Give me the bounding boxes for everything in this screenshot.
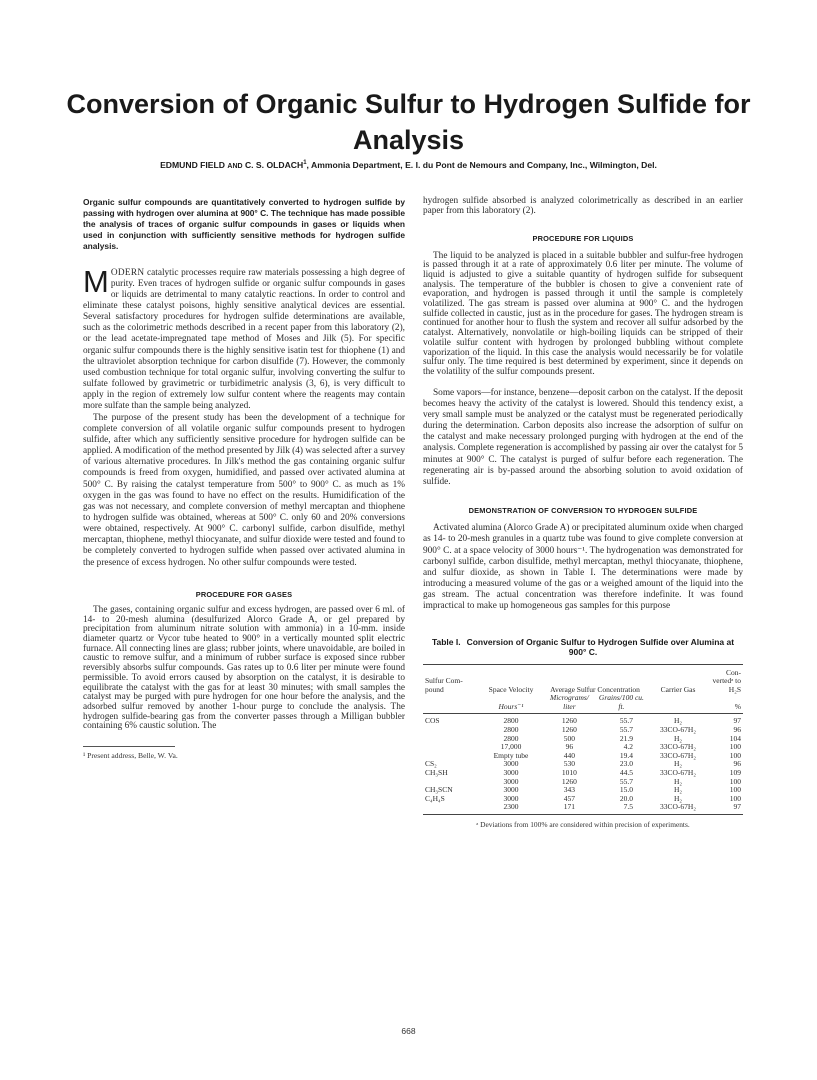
units-grains: Grains/100 cu. ft.	[596, 694, 647, 714]
col-header-compound: Sulfur Com-pound	[423, 664, 479, 694]
left-column	[83, 197, 405, 760]
col-header-velocity: Space Velocity	[479, 664, 543, 694]
intro-first-word: ODERN	[110, 267, 145, 278]
table-caption-text: Conversion of Organic Sulfur to Hydrogen Sulfide over Alumina at 900° C.	[466, 636, 735, 658]
cell-converted: 100	[729, 750, 741, 760]
cell-micrograms: 96	[565, 742, 574, 752]
author-line	[50, 160, 767, 170]
table-row	[423, 786, 743, 795]
cell-velocity: 3000	[503, 776, 519, 786]
author-field: EDMUND FIELD	[160, 160, 225, 170]
cell-carrier: H₂	[673, 716, 683, 726]
cell-velocity: 3000	[503, 768, 519, 778]
drop-cap: M	[83, 263, 109, 299]
cell-grains: 55.7	[619, 776, 633, 786]
cell-grains: 21.9	[619, 733, 633, 743]
cell-grains: 20.0	[619, 793, 633, 803]
cell-micrograms: 1260	[561, 716, 577, 726]
article-title: Conversion of Organic Sulfur to Hydrogen Sulfide for Analysis	[66, 89, 751, 155]
author-affiliation: , Ammonia Department, E. I. du Pont de Nemours and Company, Inc., Wilmington, Del.	[306, 160, 657, 170]
cell-velocity: 2800	[503, 725, 519, 735]
cell-carrier: 33CO-67H₂	[647, 803, 709, 814]
cell-micrograms: 343	[563, 785, 576, 795]
cell-carrier: H₂	[673, 759, 683, 769]
intro-paragraph-2: The purpose of the present study has been the development of a technique for complete conversion of all volatile organic sulfur compounds present to hydrogen sulfide, after which any sufficiently sensitive procedure for hydrogen sulfide can be applied. A modification of the method presented by Jilk (4) was selected after a survey of various alternative procedures. In Jilk's method the gas containing organic sulfur compounds is freed from oxygen, humidified, and passed over activated alumina at 500° C. By raising the catalyst temperature from 500° to 900° C. as much as 1% oxygen in the gas was found to have no effect on the results. Humidification of the gas was not necessary, and complete conversion of methyl mercaptan and thiophene to hydrogen sulfide was obtained, whereas at 500° C. only 60 and 20% conversions were obtained, respectively. At 900° C. carbonyl sulfide, carbon disulfide, methyl mercaptan, thiophene, methyl thiocyanate, and sulfur dioxide were tested and found to be completely converted to hydrogen sulfide when passed over activated alumina in the presence of excess hydrogen. No other sulfur compounds were tested.	[83, 412, 405, 568]
author-and: AND	[227, 163, 243, 170]
intro-paragraph-1	[83, 263, 405, 413]
cell-converted: 97	[733, 716, 741, 726]
heading-procedure-liquids: PROCEDURE FOR LIQUIDS	[532, 234, 634, 244]
cell-converted: 97	[709, 803, 743, 814]
footnote: ¹ Present address, Belle, W. Va.	[83, 751, 178, 761]
cell-converted: 100	[729, 742, 741, 752]
heading-procedure-gases: PROCEDURE FOR GASES	[195, 589, 293, 599]
demo-paragraph: Activated alumina (Alorco Grade A) or precipitated aluminum oxide when charged as 14- to 20-mesh granules in a quartz tube was found to give complete conversion at 900° C. at a space velocity of 3000 hours⁻¹. The hydrogenation was demonstrated for carbonyl sulfide, carbon disulfide, methyl mercaptan, methyl thiocyanate, thiophene, and sulfur dioxide, as shown in Table I. The determinations were made by introducing a measured volume of the gas or a weighed amount of the liquid into the gas stream. The actual concentration was therefore indefinite. It was found impractical to make up homogeneous gas samples for this purpose	[423, 523, 743, 612]
cell-compound	[423, 743, 479, 752]
cell-micrograms: 530	[563, 759, 576, 769]
cell-micrograms: 171	[543, 803, 596, 814]
cell-micrograms: 1260	[561, 725, 577, 735]
gases-paragraph: The gases, containing organic sulfur and excess hydrogen, are passed over 6 ml. of 14- to 20-mesh alumina (desulfurized Alorco Grade A, or gel prepared by precipitation from aluminum nitrate solution with ammonia) in a 10-mm. inside diameter quartz or Vycor tube heated to 900° in a vertically mounted split electric furnace. All connecting lines are glass; rubber joints, where unavoidable, are boiled in caustic to remove sulfur, and a minimum of rubber surface is exposed since rubber reversibly absorbs sulfur compounds. Gas rates up to 0.6 liter per minute were found permissible. To avoid errors caused by absorption on the catalyst, it is desirable to equilibrate the catalyst with the gas for at least 30 minutes; with small samples the catalyst may be purged with pure hydrogen for one hour before the analysis, and the adsorbed sulfur removed by another 1-hour purge to conclude the analysis. The hydrogen sulfide-bearing gas from the converter passes through a Milligan bubbler containing 6% caustic solution. The	[83, 604, 405, 732]
units-carrier	[647, 694, 709, 714]
cell-grains: 7.5	[596, 803, 647, 814]
abstract: Organic sulfur compounds are quantitatively converted to hydrogen sulfide by passing with hydrogen over alumina at 900° C. The technique has made possible the analysis of traces of organic sulfur compounds in gases or liquids when used in conjunction with sufficiently sensitive methods for hydrogen sulfide analysis.	[83, 197, 405, 251]
cell-micrograms: 457	[563, 793, 576, 803]
cell-converted: 100	[729, 776, 741, 786]
cell-velocity: 2300	[479, 803, 543, 814]
col-header-converted: Con-vertedᵃ to H₂S	[709, 664, 743, 694]
cell-carrier: 33CO-67H₂	[660, 768, 696, 778]
cell-grains: 15.0	[619, 785, 633, 795]
cell-carrier: H₂	[673, 793, 683, 803]
author-oldach: C. S. OLDACH	[244, 160, 304, 170]
cell-micrograms: 440	[563, 750, 576, 760]
cell-compound: CH₃SH	[425, 768, 448, 778]
author-footnote-mark: 1	[303, 160, 307, 167]
cell-velocity: 2800	[503, 716, 519, 726]
liquids-paragraph-2: Some vapors—for instance, benzene—deposit carbon on the catalyst. If the deposit becomes heavy the activity of the catalyst is lowered. Should this tendency exist, a very small sample must be analyzed or the catalyst must be regenerated periodically during the determination. Carbon deposits also increase the adsorption of sulfur on the catalyst and make necessary prolonged purging with hydrogen at the end of the analysis. Complete regeneration is accomplished by passing air over the catalyst for 5 minutes at 900° C. The catalyst is purged of sulfur before each regeneration. The regenerating air is by-passed around the absorbing solution to avoid oxidation of sulfide.	[423, 387, 743, 487]
table-row	[423, 769, 743, 778]
right-column	[423, 197, 743, 830]
cell-carrier: 33CO-67H₂	[660, 742, 696, 752]
units-micrograms: Micrograms/ liter	[543, 694, 596, 714]
cell-compound: CH₃SCN	[425, 785, 453, 795]
cell-velocity: 3000	[503, 785, 519, 795]
cell-converted: 96	[733, 759, 741, 769]
cell-converted: 100	[729, 785, 741, 795]
intro-text-1: catalytic processes require raw materials possessing a high degree of purity. Even traces of hydrogen sulfide or organic sulfur compounds in gases or liquids are detrimental to many catalytic reactions. In order to control and eliminate these catalyst poisons, highly sensitive analytical devices are essential. Several satisfactory procedures for hydrogen sulfide determinations are available, such as the colorimetric methods described in a recent paper from this laboratory (2), or the lead acetate-impregnated tape method of Moses and Jilk (5). For specific organic sulfur compounds there is the highly sensitive isatin test for thiophene (1) and the ultraviolet absorption technique for carbon disulfide (7). However, the commonly used combustion technique for total organic sulfur, involving converting the sulfur to sulfate followed by gravimetric or turbidimetric analysis (3, 6), is very difficult to apply in the region of extremely low sulfur content where the reagents may contain more sulfate than the sample being analyzed.	[83, 267, 405, 412]
table-row	[423, 752, 743, 761]
heading-demonstration: DEMONSTRATION OF CONVERSION TO HYDROGEN SULFIDE	[468, 506, 698, 516]
cell-converted: 104	[729, 733, 741, 743]
cell-compound	[423, 726, 479, 735]
cell-carrier: H₂	[673, 785, 683, 795]
table-body	[423, 714, 743, 815]
cell-velocity: 17,000	[500, 742, 522, 752]
cell-micrograms: 500	[563, 733, 576, 743]
page-number: 668	[401, 1026, 416, 1036]
table-caption	[423, 637, 743, 658]
table-1	[423, 637, 743, 831]
units-velocity: Hours⁻¹	[479, 694, 543, 714]
cell-converted: 109	[729, 768, 741, 778]
cell-compound: COS	[425, 716, 440, 726]
cell-compound: C₄H₄S	[425, 793, 445, 803]
table-row	[423, 726, 743, 735]
col-header-carrier: Carrier Gas	[647, 664, 709, 694]
right-intro-paragraph: hydrogen sulfide absorbed is analyzed colorimetrically as described in an earlier paper from this laboratory (2).	[423, 196, 743, 216]
cell-carrier: 33CO-67H₂	[660, 725, 696, 735]
cell-compound	[423, 803, 479, 814]
cell-compound	[423, 735, 479, 744]
cell-grains: 4.2	[623, 742, 633, 752]
cell-carrier: 33CO-67H₂	[660, 750, 696, 760]
cell-grains: 19.4	[619, 750, 633, 760]
liquids-paragraph-1: The liquid to be analyzed is placed in a suitable bubbler and sulfur-free hydrogen is passed through it at a rate of approximately 0.6 liter per minute. The volume of liquid is adjusted to give a suitable quantity of hydrogen sulfide for subsequent analysis. The temperature of the bubbler is chosen to give a convenient rate of evaporation, and hydrogen is passed through it until the sample is completely volatilized. The gas stream is passed over alumina at 900° C. and the hydrogen sulfide collected in caustic, just as in the procedure for gases. The hydrogen stream is continued for another hour to flush the system and recover all sulfur adsorbed by the catalyst. Alternatively, nonvolatile or high-boiling liquids can be stripped of their volatile sulfur content with hydrogen by prolonged bubbling without complete vaporization of the liquid. In this case the analysis would necessarily be for volatile sulfur only. The time required is best determined by experiment, since it depends on the volatility of the sulfur compounds present.	[423, 250, 743, 377]
cell-velocity: 2800	[503, 733, 519, 743]
cell-converted: 96	[733, 725, 741, 735]
table-label: Table I.	[431, 636, 461, 647]
cell-grains: 55.7	[619, 725, 633, 735]
cell-velocity: 3000	[503, 759, 519, 769]
footnote-divider	[83, 746, 175, 747]
cell-velocity: 3000	[503, 793, 519, 803]
cell-grains: 23.0	[619, 759, 633, 769]
conversion-table	[423, 664, 743, 816]
cell-carrier: H₂	[673, 776, 683, 786]
table-footnote: ᵃ Deviations from 100% are considered within precision of experiments.	[476, 820, 690, 830]
cell-grains: 55.7	[619, 716, 633, 726]
cell-converted: 100	[729, 793, 741, 803]
col-header-concentration: Average Sulfur Concentration	[543, 664, 647, 694]
cell-grains: 44.5	[619, 768, 633, 778]
cell-carrier: H₂	[673, 733, 683, 743]
table-row	[423, 778, 743, 787]
units-compound	[423, 694, 479, 714]
units-percent: %	[709, 694, 743, 714]
cell-compound: CS₂	[425, 759, 437, 769]
cell-velocity: Empty tube	[493, 750, 529, 760]
cell-micrograms: 1260	[561, 776, 577, 786]
cell-micrograms: 1010	[561, 768, 577, 778]
table-row	[423, 803, 743, 814]
